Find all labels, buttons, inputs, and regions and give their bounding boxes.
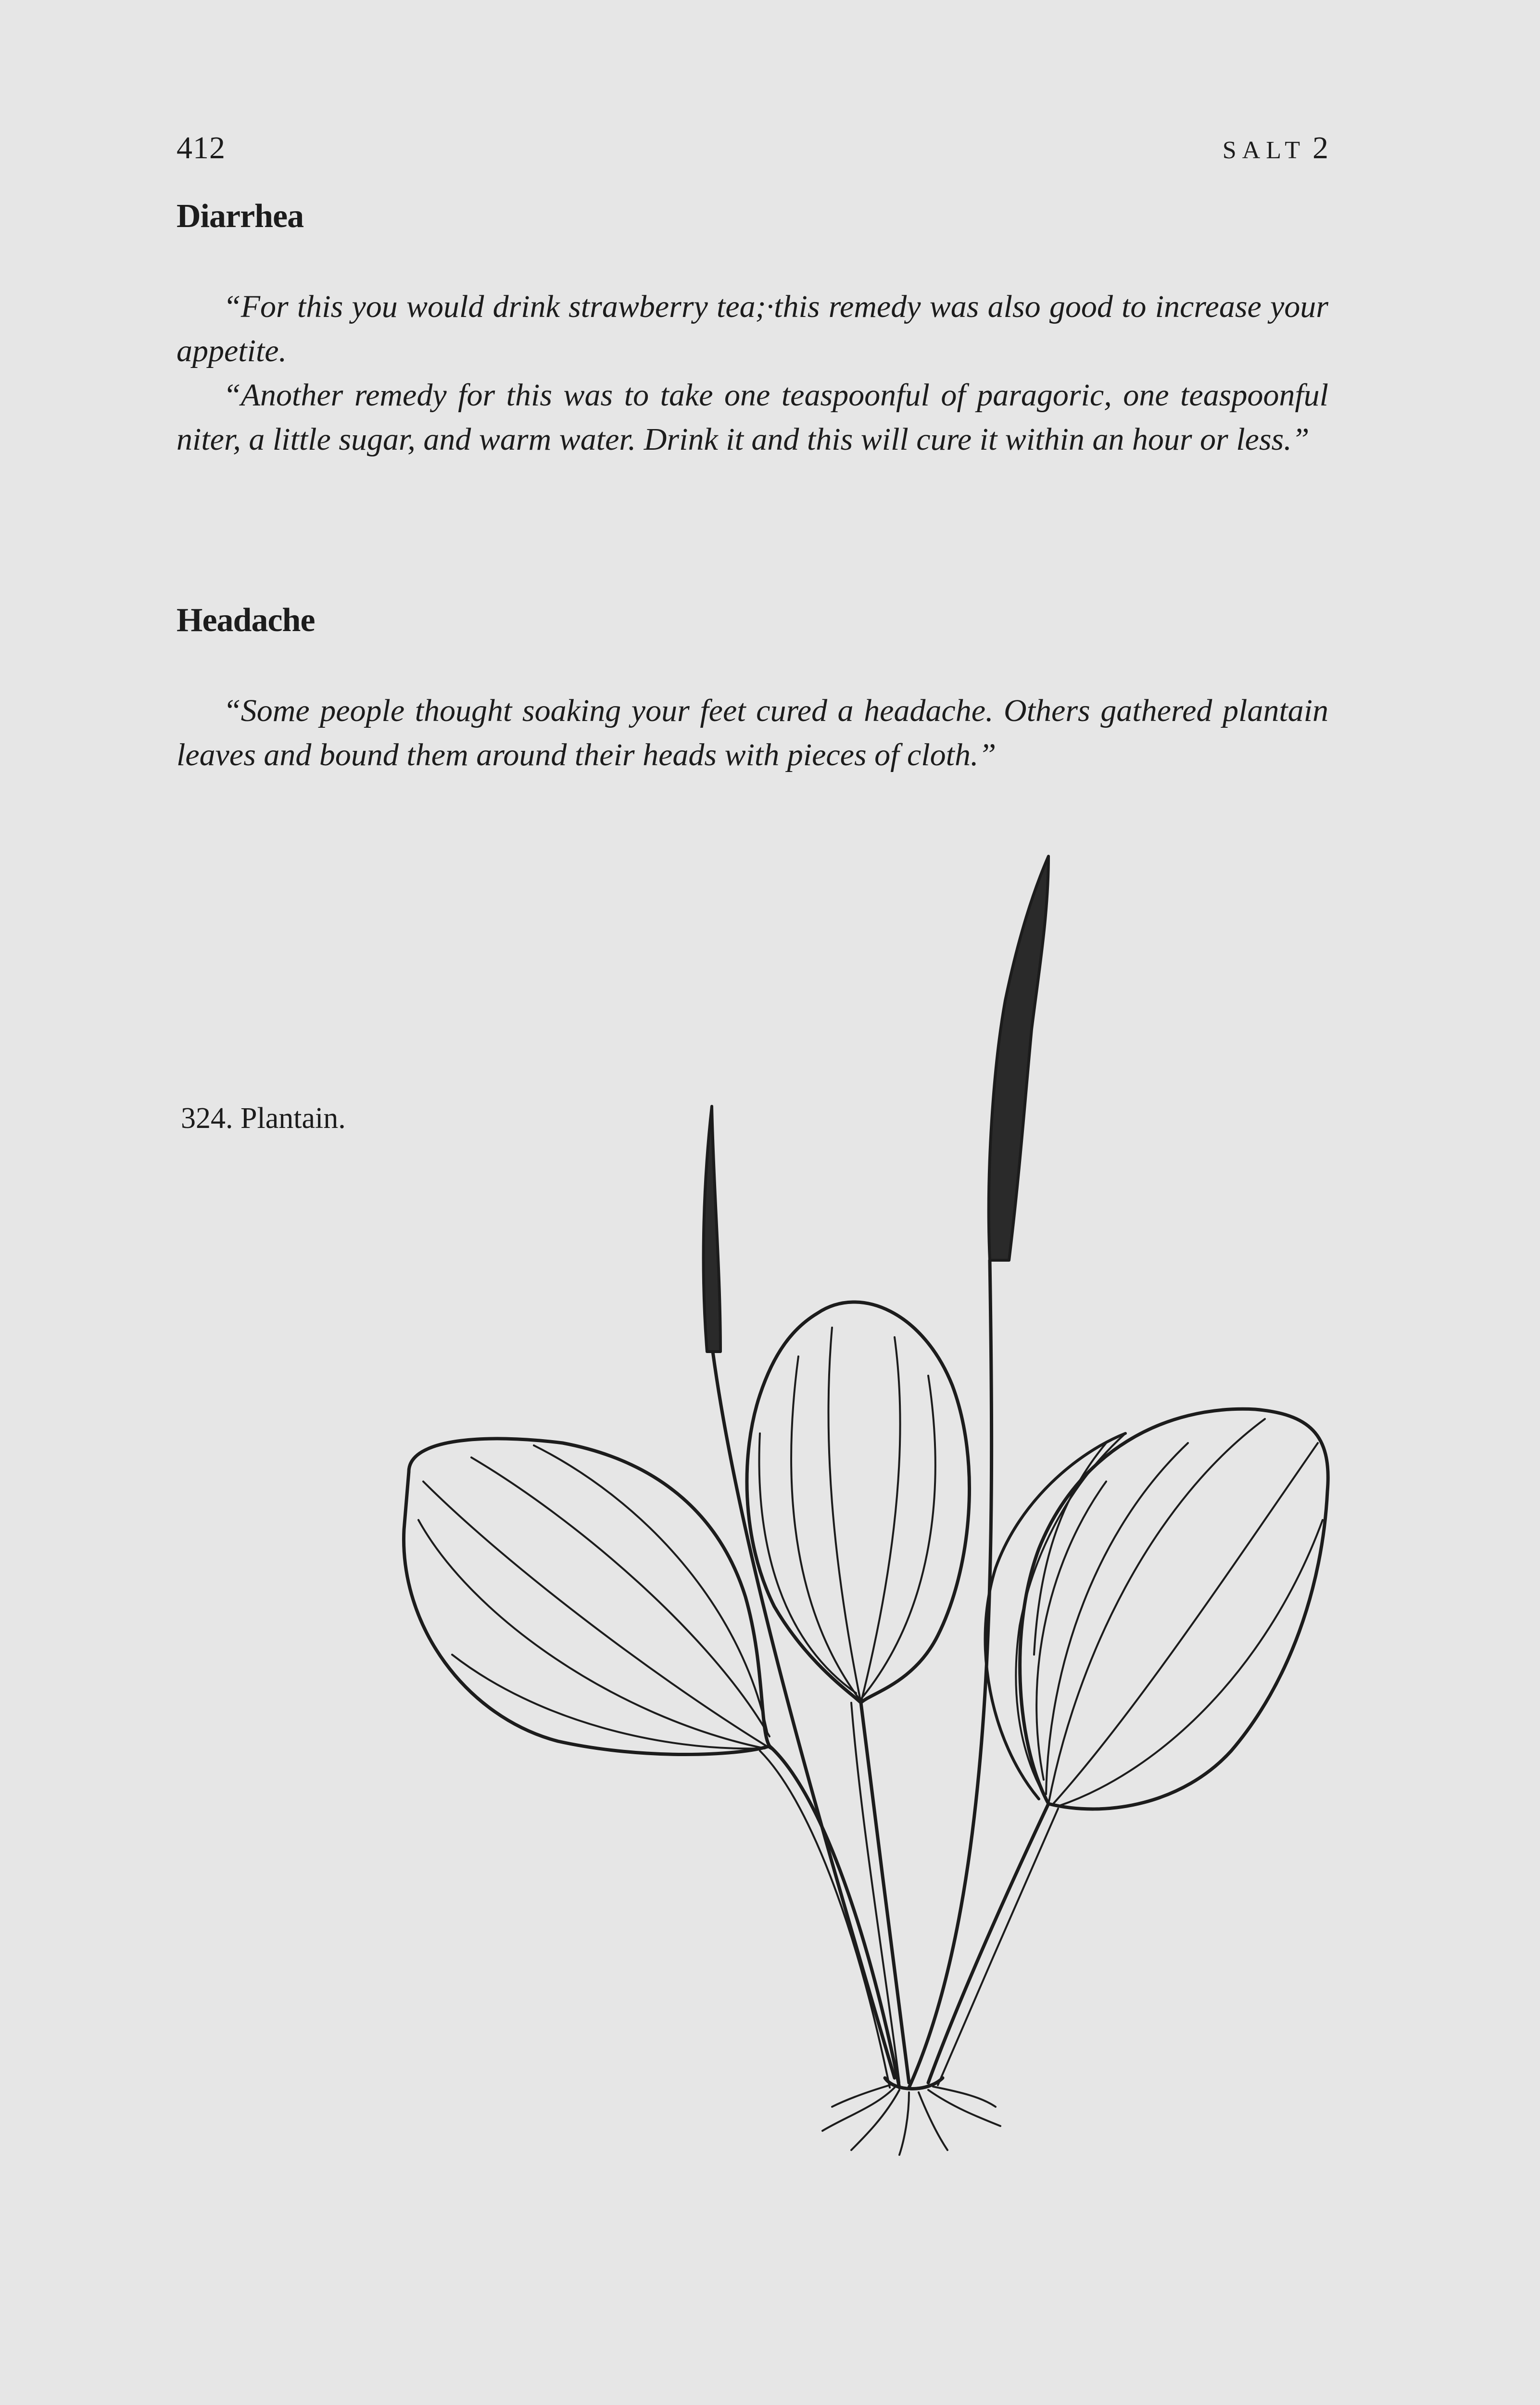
short-flower-spike (704, 1106, 895, 2078)
book-title-word: SALT (1222, 137, 1306, 164)
right-back-leaf (985, 1433, 1125, 1799)
figure-caption: 324. Plantain. (181, 1102, 346, 1135)
headache-paragraph-1: “Some people thought soaking your feet cured a headache. Others gathered plantain leaves and bound them around their heads with pieces of cloth.” (177, 693, 1328, 772)
book-title-number: 2 (1313, 130, 1328, 165)
section-heading-diarrhea: Diarrhea (177, 198, 304, 235)
tall-flower-spike (909, 856, 1048, 2088)
page-number: 412 (177, 130, 226, 165)
diarrhea-paragraph-2: “Another remedy for this was to take one teaspoonful of paragoric, one teaspoonful niter, a little sugar, and warm water. Drink it and this will cure it within an hour or less.” (177, 378, 1328, 457)
diarrhea-text (177, 285, 1328, 462)
running-head (177, 130, 1328, 173)
book-title (1223, 130, 1328, 166)
diarrhea-paragraph-1: “For this you would drink strawberry tea;·this remedy was also good to increase your appetite. (177, 289, 1328, 368)
plant-roots (822, 2078, 1000, 2155)
section-heading-headache: Headache (177, 602, 315, 639)
right-leaf (928, 1409, 1328, 2085)
plantain-illustration-icon (375, 837, 1356, 2174)
middle-leaf (747, 1302, 970, 2083)
left-leaf (404, 1439, 899, 2088)
headache-text (177, 689, 1328, 777)
